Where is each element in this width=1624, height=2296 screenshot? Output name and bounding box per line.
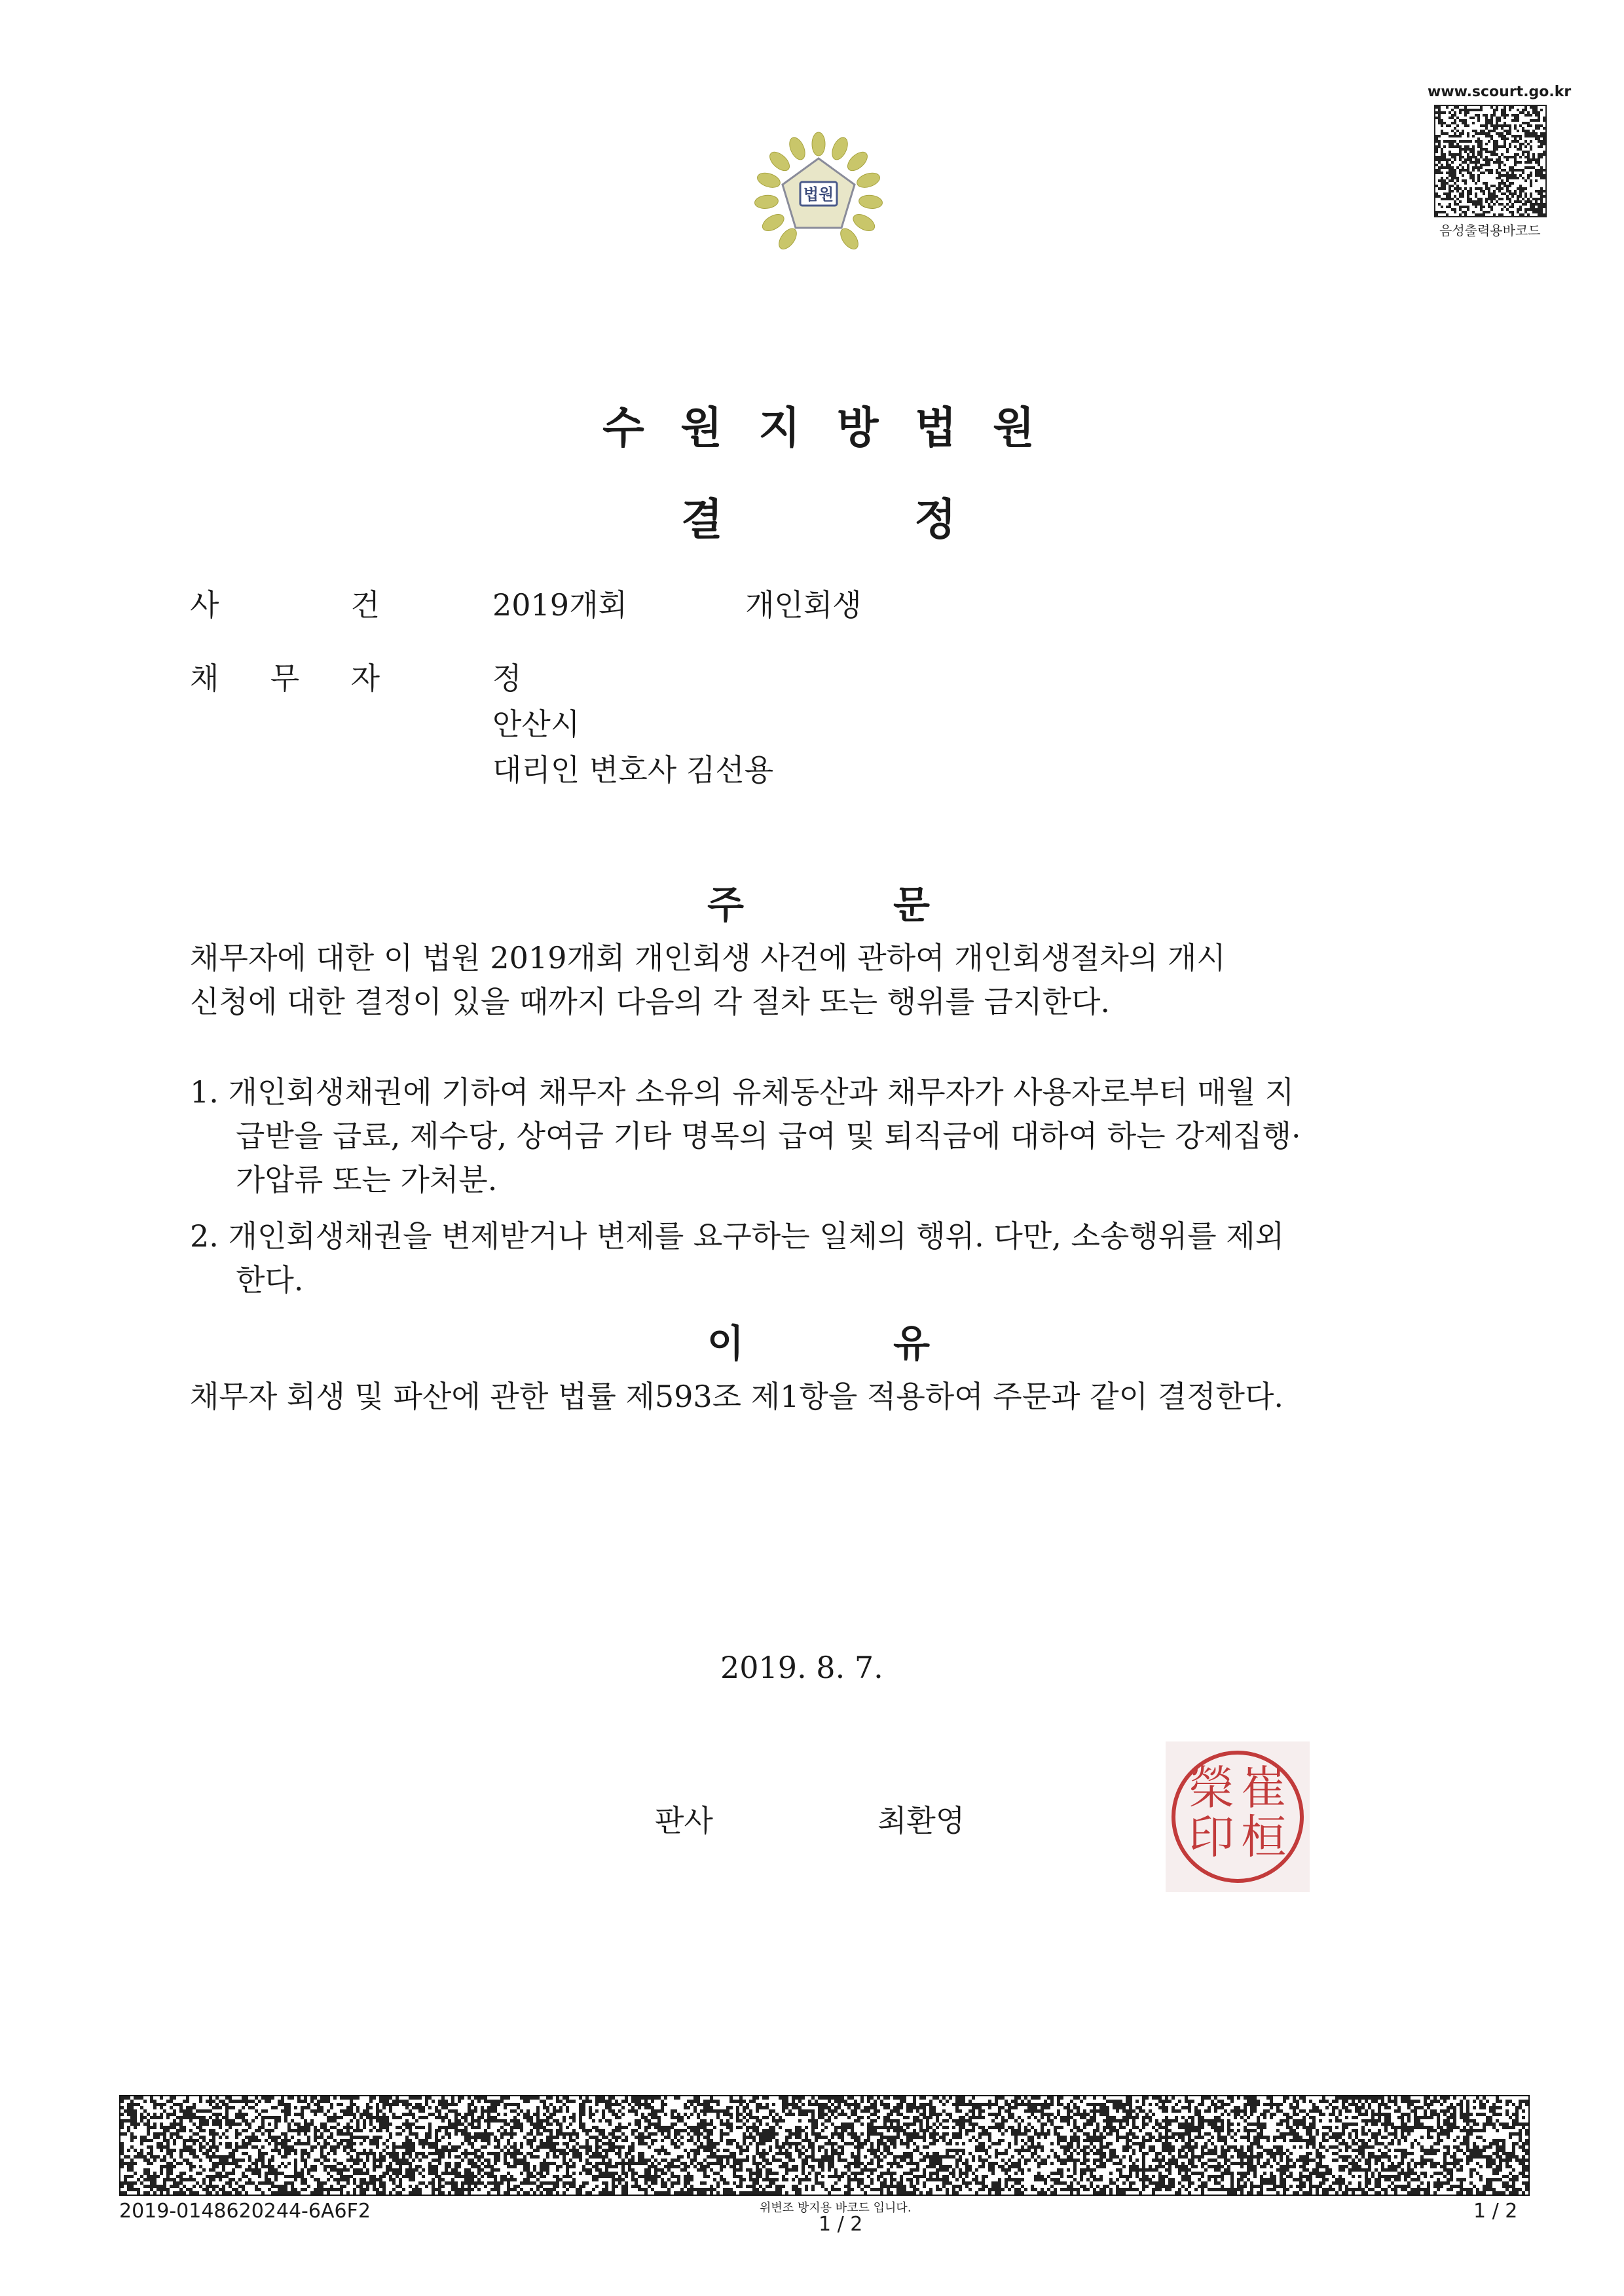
qr-code-icon bbox=[1434, 105, 1547, 217]
debtor-agent: 대리인 변호사 김선용 bbox=[492, 752, 774, 788]
seal-char: 崔 bbox=[1241, 1761, 1287, 1815]
court-title-char: 원 bbox=[680, 402, 722, 453]
court-title-char: 법 bbox=[914, 402, 957, 453]
seal-char: 榮 bbox=[1189, 1761, 1234, 1815]
case-type: 개인회생 bbox=[745, 587, 862, 623]
court-title-char: 지 bbox=[758, 402, 801, 453]
debtor-label-char: 무 bbox=[270, 661, 300, 696]
court-title-char: 수 bbox=[602, 402, 644, 453]
case-label-char: 사 bbox=[190, 587, 219, 623]
order-item: 1. 개인회생채권에 기하여 채무자 소유의 유체동산과 채무자가 사용자로부터 매월 지 bbox=[190, 1074, 1295, 1110]
document-type bbox=[681, 484, 956, 547]
order-item: 가압류 또는 가처분. bbox=[236, 1162, 498, 1197]
case-number: 2019개회 bbox=[492, 587, 627, 623]
reason-text: 채무자 회생 및 파산에 관한 법률 제593조 제1항을 적용하여 주문과 같이 결정한다. bbox=[190, 1379, 1284, 1414]
qr-url: www.scourt.go.kr bbox=[1428, 84, 1572, 100]
order-heading-char: 문 bbox=[893, 883, 930, 927]
debtor-label-char: 채 bbox=[190, 661, 219, 696]
doc-type-char: 결 bbox=[681, 494, 723, 545]
court-title bbox=[602, 393, 1035, 455]
order-line: 채무자에 대한 이 법원 2019개회 개인회생 사건에 관하여 개인회생절차의 개시 bbox=[190, 940, 1226, 975]
seal-char: 印 bbox=[1189, 1810, 1234, 1864]
debtor-address: 안산시 bbox=[492, 706, 580, 742]
reason-heading bbox=[707, 1313, 930, 1368]
reason-heading-char: 유 bbox=[893, 1321, 930, 1366]
case-label bbox=[190, 581, 380, 625]
document-id: 2019-0148620244-6A6F2 bbox=[119, 2200, 371, 2223]
judge-seal-icon bbox=[1166, 1741, 1310, 1892]
reason-heading-char: 이 bbox=[707, 1321, 745, 1366]
debtor-label bbox=[190, 655, 380, 698]
judge-name: 최환영 bbox=[877, 1803, 965, 1838]
qr-caption: 음성출력용바코드 bbox=[1439, 223, 1541, 238]
order-item: 한다. bbox=[236, 1262, 304, 1298]
anti-forgery-barcode-icon bbox=[119, 2095, 1530, 2196]
page-number-center: 1 / 2 bbox=[819, 2213, 863, 2236]
decision-date: 2019. 8. 7. bbox=[720, 1650, 883, 1685]
court-title-char: 방 bbox=[836, 402, 879, 453]
barcode-caption: 위변조 방지용 바코드 입니다. bbox=[760, 2201, 912, 2215]
page-number-right: 1 / 2 bbox=[1473, 2200, 1518, 2223]
judge-label: 판사 bbox=[655, 1803, 713, 1838]
doc-type-char: 정 bbox=[914, 494, 956, 545]
case-label-char: 건 bbox=[350, 587, 380, 623]
order-line: 신청에 대한 결정이 있을 때까지 다음의 각 절차 또는 행위를 금지한다. bbox=[190, 984, 1111, 1019]
court-emblem-icon bbox=[740, 131, 897, 262]
court-title-char: 원 bbox=[993, 402, 1035, 453]
order-heading bbox=[707, 874, 930, 929]
order-heading-char: 주 bbox=[707, 883, 745, 927]
seal-char: 桓 bbox=[1241, 1810, 1287, 1864]
order-item: 2. 개인회생채권을 변제받거나 변제를 요구하는 일체의 행위. 다만, 소송행위를 제외 bbox=[190, 1218, 1285, 1254]
debtor-name: 정 bbox=[492, 661, 522, 696]
emblem-label: 법원 bbox=[803, 185, 834, 204]
debtor-label-char: 자 bbox=[350, 661, 380, 696]
order-item: 급받을 급료, 제수당, 상여금 기타 명목의 급여 및 퇴직금에 대하여 하는 강제집행· bbox=[236, 1118, 1301, 1154]
